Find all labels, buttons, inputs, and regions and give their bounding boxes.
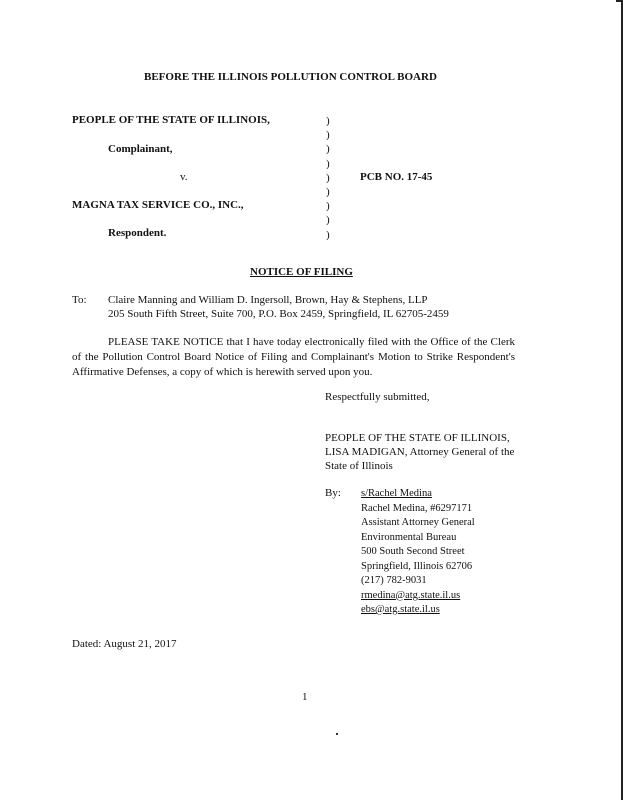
case-number: PCB NO. 17-45 — [360, 171, 433, 183]
respectfully-submitted: Respectfully submitted, — [325, 391, 430, 403]
street-address: 500 South Second Street — [361, 546, 465, 557]
attorney-title: Assistant Attorney General — [361, 517, 475, 528]
board-title: BEFORE THE ILLINOIS POLLUTION CONTROL BOARD — [144, 71, 437, 83]
scan-speck — [336, 733, 338, 735]
party-line-1: PEOPLE OF THE STATE OF ILLINOIS, — [325, 432, 510, 444]
caption-parentheses — [326, 114, 330, 242]
attorney-name: Rachel Medina, #6297171 — [361, 502, 473, 514]
scan-edge-top — [616, 0, 623, 2]
email-link-1[interactable]: rmedina@atg.state.il.us — [361, 589, 461, 601]
notice-heading: NOTICE OF FILING — [250, 266, 353, 278]
signature-block — [361, 487, 475, 618]
paren: ) — [326, 185, 330, 198]
page-number: 1 — [302, 691, 308, 703]
phone-number: (217) 782-9031 — [361, 575, 427, 586]
paren: ) — [326, 157, 330, 170]
recipient-line-2: 205 South Fifth Street, Suite 700, P.O. Box 2459, Springfield, IL 62705-2459 — [108, 308, 449, 320]
paren: ) — [326, 214, 330, 227]
plaintiff-name: PEOPLE OF THE STATE OF ILLINOIS, — [72, 114, 270, 126]
email-link-2[interactable]: ebs@atg.state.il.us — [361, 604, 440, 615]
party-line-2: LISA MADIGAN, Attorney General of the — [325, 446, 515, 458]
paren: ) — [326, 115, 330, 127]
paren: ) — [326, 129, 330, 142]
recipient-line-1: Claire Manning and William D. Ingersoll, Brown, Hay & Stephens, LLP — [108, 294, 428, 306]
paren: ) — [326, 228, 330, 241]
paren: ) — [326, 143, 330, 156]
city-address: Springfield, Illinois 62706 — [361, 560, 473, 572]
plaintiff-role: Complainant, — [108, 143, 173, 155]
to-label: To: — [72, 294, 87, 306]
signature: s/Rachel Medina — [361, 488, 432, 499]
defendant-role: Respondent. — [108, 227, 167, 239]
notice-body: PLEASE TAKE NOTICE that I have today electronically filed with the Office of the Clerk of the Pollution Control Board Notice of Filing and Complainant's Motion to Strike Respondent's Affirmative Defenses, a copy of which is herewith served upon you. — [72, 336, 515, 378]
by-label: By: — [325, 487, 341, 499]
bureau: Environmental Bureau — [361, 531, 457, 543]
paren: ) — [326, 200, 330, 213]
defendant-name: MAGNA TAX SERVICE CO., INC., — [72, 199, 244, 211]
dated-line: Dated: August 21, 2017 — [72, 638, 177, 650]
party-line-3: State of Illinois — [325, 460, 393, 472]
versus-label: v. — [180, 171, 188, 183]
paren: ) — [326, 171, 330, 184]
